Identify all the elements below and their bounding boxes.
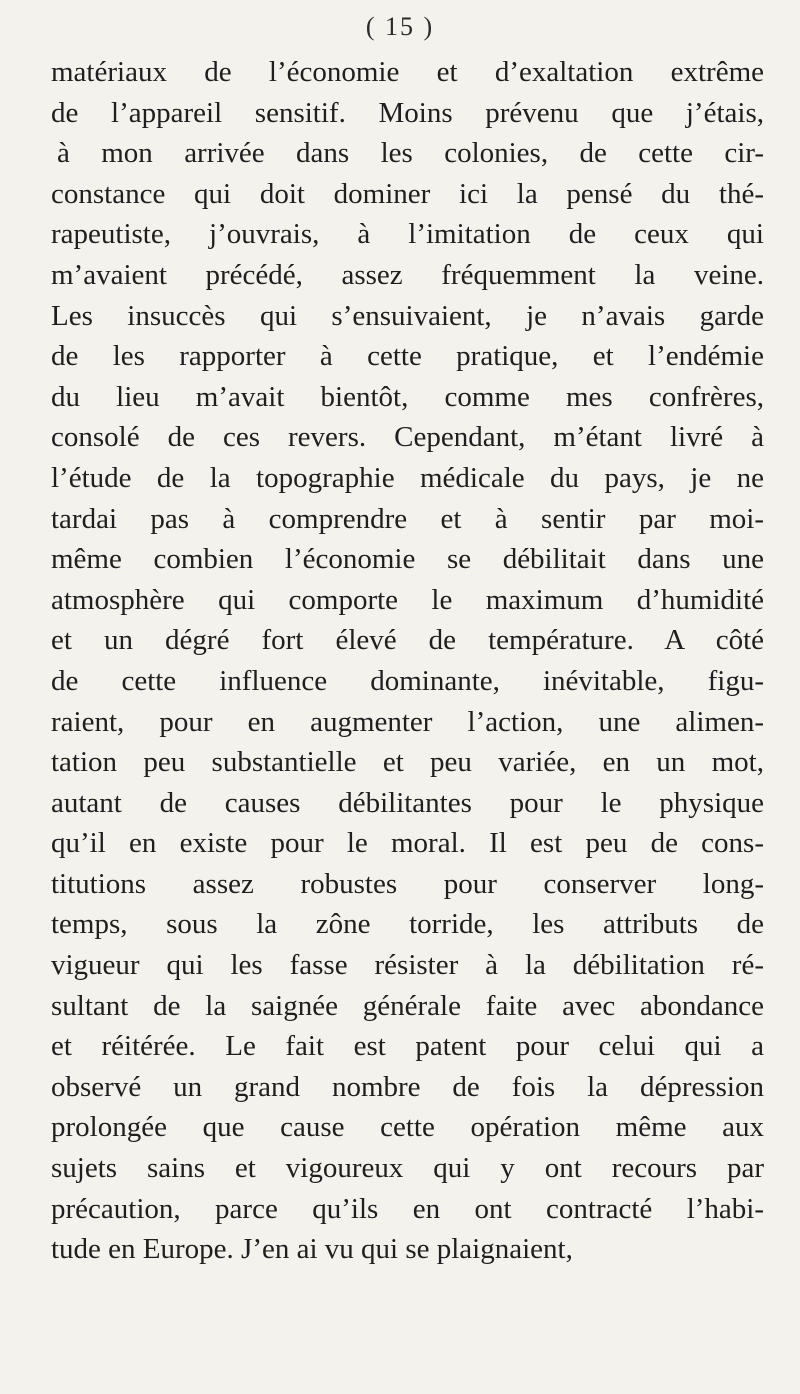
text-line: sujets sains et vigoureux qui y ont recours par [51, 1152, 764, 1185]
text-line: observé un grand nombre de fois la dépression [51, 1070, 764, 1103]
text-line: l’étude de la topographie médicale du pays, je ne [51, 461, 764, 494]
text-line: titutions assez robustes pour conserver long- [51, 867, 764, 900]
text-line: et un dégré fort élevé de température. A côté [51, 624, 764, 657]
text-line: matériaux de l’économie et d’exaltation extrême [51, 56, 764, 88]
text-line: qu’il en existe pour le moral. Il est peu de cons- [51, 827, 764, 860]
text-line: Les insuccès qui s’ensuivaient, je n’avais garde [51, 299, 764, 332]
text-line: du lieu m’avait bientôt, comme mes confrères, [51, 380, 764, 413]
text-line: raient, pour en augmenter l’action, une alimen- [51, 705, 764, 738]
text-line: même combien l’économie se débilitait dans une [51, 543, 764, 576]
text-line: sultant de la saignée générale faite avec abondance [51, 989, 764, 1022]
text-line: atmosphère qui comporte le maximum d’humidité [51, 583, 764, 616]
text-line: rapeutiste, j’ouvrais, à l’imitation de ceux qui [51, 218, 764, 251]
text-line: m’avaient précédé, assez fréquemment la veine. [51, 258, 764, 291]
text-line: à mon arrivée dans les colonies, de cette cir- [57, 137, 764, 170]
text-line: prolongée que cause cette opération même aux [51, 1111, 764, 1144]
page-number: ( 15 ) [365, 12, 435, 41]
text-line: constance qui doit dominer ici la pensé du thé- [51, 177, 764, 210]
text-line: consolé de ces revers. Cependant, m’étant livré à [51, 421, 764, 454]
text-line: de l’appareil sensitif. Moins prévenu que j’étais, [51, 96, 764, 129]
text-line: temps, sous la zône torride, les attributs de [51, 908, 764, 941]
text-line: tation peu substantielle et peu variée, en un mot, [51, 746, 764, 779]
body-text [51, 52, 764, 1270]
text-line: précaution, parce qu’ils en ont contracté l’habi- [51, 1192, 764, 1225]
text-line: de cette influence dominante, inévitable, figu- [51, 664, 764, 697]
text-line: et réitérée. Le fait est patent pour celui qui a [51, 1030, 764, 1063]
text-line: de les rapporter à cette pratique, et l’endémie [51, 340, 764, 373]
text-line: tude en Europe. J’en ai vu qui se plaignaient, [51, 1233, 573, 1266]
text-line: vigueur qui les fasse résister à la débilitation ré- [51, 949, 764, 982]
text-line: tardai pas à comprendre et à sentir par moi- [51, 502, 764, 535]
text-line: autant de causes débilitantes pour le physique [51, 786, 764, 819]
